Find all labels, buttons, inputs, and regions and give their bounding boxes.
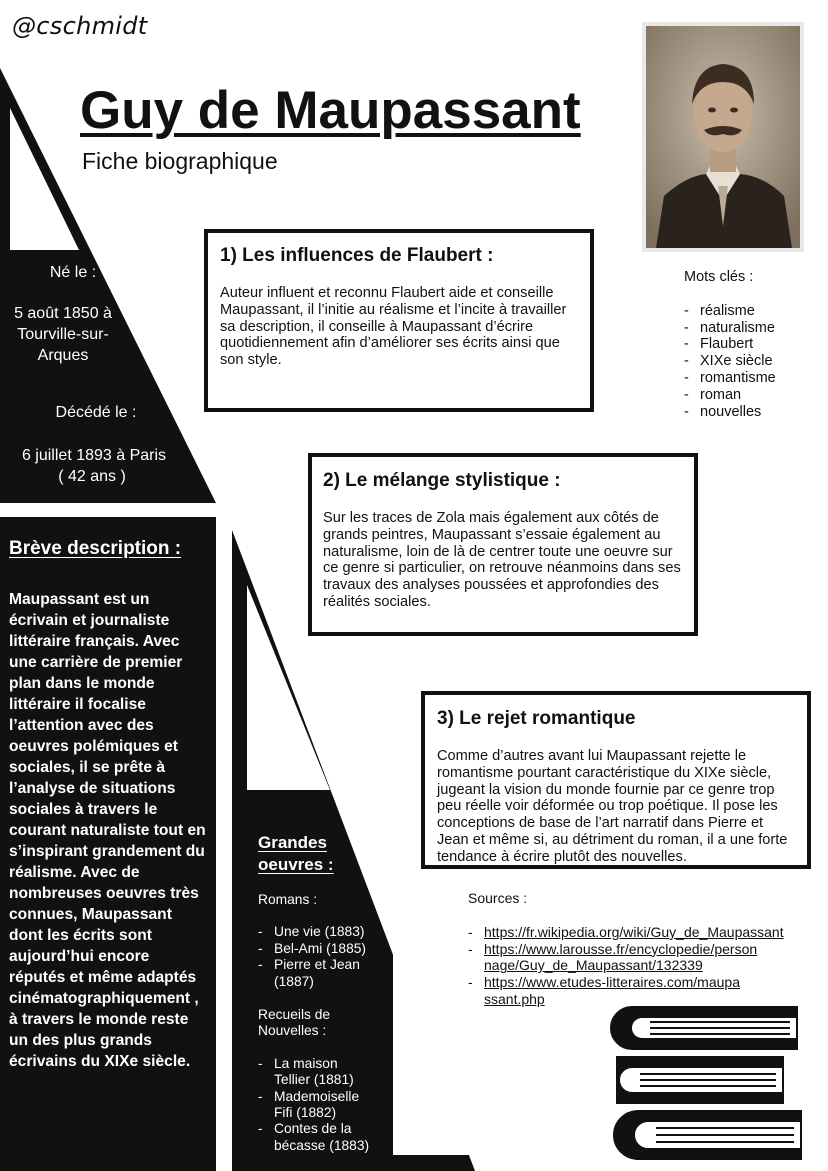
keywords-list <box>684 303 814 421</box>
source-link[interactable]: https://www.larousse.fr/encyclopedie/personnage/Guy_de_Maupassant/132339 <box>484 940 758 974</box>
keyword-item: - XIXe siècle <box>684 353 814 370</box>
section-title: 1) Les influences de Flaubert : <box>220 245 494 266</box>
recueils-label: Recueils de Nouvelles : <box>258 1007 331 1039</box>
description-title: Brève description : <box>9 538 182 559</box>
roman-item: - Pierre et Jean (1887) <box>258 957 386 990</box>
roman-item: - Bel-Ami (1885) <box>258 941 386 957</box>
keyword-item: - nouvelles <box>684 404 814 421</box>
keywords <box>684 269 814 420</box>
sources-title: Sources : <box>468 890 528 906</box>
section-melange <box>308 453 698 636</box>
page-title: Guy de Maupassant <box>80 81 581 140</box>
died-value: 6 juillet 1893 à Paris <box>21 447 167 464</box>
died-label: Décédé le : <box>55 404 137 421</box>
romans-list <box>258 924 386 990</box>
keyword-item: - romantisme <box>684 370 814 387</box>
section-text: Auteur influent et reconnu Flaubert aide et conseille Maupassant, il l’initie au réalisme et l’incite à travailler sa description, il conseille à Maupassant d’écrire quotidiennement afin d’améliorer ses écrits ainsi que son style. <box>220 285 567 369</box>
sources <box>468 890 823 1008</box>
recueil-item: - Mademoiselle Fifi (1882) <box>258 1089 376 1122</box>
age-value: ( 42 ans ) <box>58 468 126 485</box>
keyword-item: - naturalisme <box>684 320 814 337</box>
section-flaubert <box>204 229 594 412</box>
section-text: Sur les traces de Zola mais également aux côtés de grands peintres, Maupassant s’essaie également au naturalisme, loin de là de centrer toute une oeuvre sur ce genre si particulier, on retrouve néanmoins dans ses travaux des analyses poussées et approfondies des réalités sociales. <box>323 510 681 610</box>
section-title: 2) Le mélange stylistique : <box>323 470 561 491</box>
source-link[interactable]: https://www.etudes-litteraires.com/maupassant.php <box>484 974 740 1007</box>
keyword-item: - Flaubert <box>684 336 814 353</box>
section-rejet <box>421 691 811 869</box>
recueil-item: - La maison Tellier (1881) <box>258 1056 376 1089</box>
born-label: Né le : <box>49 264 97 281</box>
romans-label: Romans : <box>258 892 318 907</box>
source-item <box>468 924 823 941</box>
oeuvres-list <box>258 892 386 1154</box>
source-link[interactable]: https://fr.wikipedia.org/wiki/Guy_de_Maupassant <box>484 923 784 940</box>
keywords-title: Mots clés : <box>684 269 754 285</box>
keyword-item: - réalisme <box>684 303 814 320</box>
section-title: 3) Le rejet romantique <box>437 708 636 729</box>
keyword-item: - roman <box>684 387 814 404</box>
books-icon <box>610 1002 806 1162</box>
section-text: Comme d’autres avant lui Maupassant rejette le romantisme pourtant caractéristique du XIXe siècle, jugeant la vision du monde fournie par ce genre trop peu réelle voir déformée ou trop poétique. Il pose les conceptions de base de l’art narratif dans Pierre et Jean et même si, au détriment du roman, il a une forte tendance à écrire plutôt des nouvelles. <box>437 748 788 865</box>
recueils-list <box>258 1056 376 1154</box>
portrait-photo <box>642 22 804 252</box>
oeuvres-title: Grandes oeuvres : <box>258 833 334 874</box>
source-item <box>468 941 764 975</box>
roman-item: - Une vie (1883) <box>258 924 386 940</box>
author-handle: @cschmidt <box>12 12 148 40</box>
recueil-item: - Contes de la bécasse (1883) <box>258 1121 376 1154</box>
oeuvres-triangle-cutout <box>393 880 470 1155</box>
description-text: Maupassant est un écrivain et journaliste littéraire français. Avec une carrière de premier plan dans le monde littéraire il focalise l’attention avec des oeuvres polémiques et sociales, il se prête à l’analyse de situations sociales à travers le courant naturaliste tout en s’inspirant grandement du réalisme. Avec de nombreuses oeuvres très connues, Maupassant dont les écrits sont aujourd’hui encore réputés et même adaptés cinématographiquement , à travers le monde reste un des plus grands écrivains du XIXe siècle. <box>9 591 206 1070</box>
born-value: 5 août 1850 à Tourville-sur-Arques <box>14 305 112 364</box>
page-subtitle: Fiche biographique <box>82 148 278 174</box>
sources-list <box>468 924 823 1008</box>
